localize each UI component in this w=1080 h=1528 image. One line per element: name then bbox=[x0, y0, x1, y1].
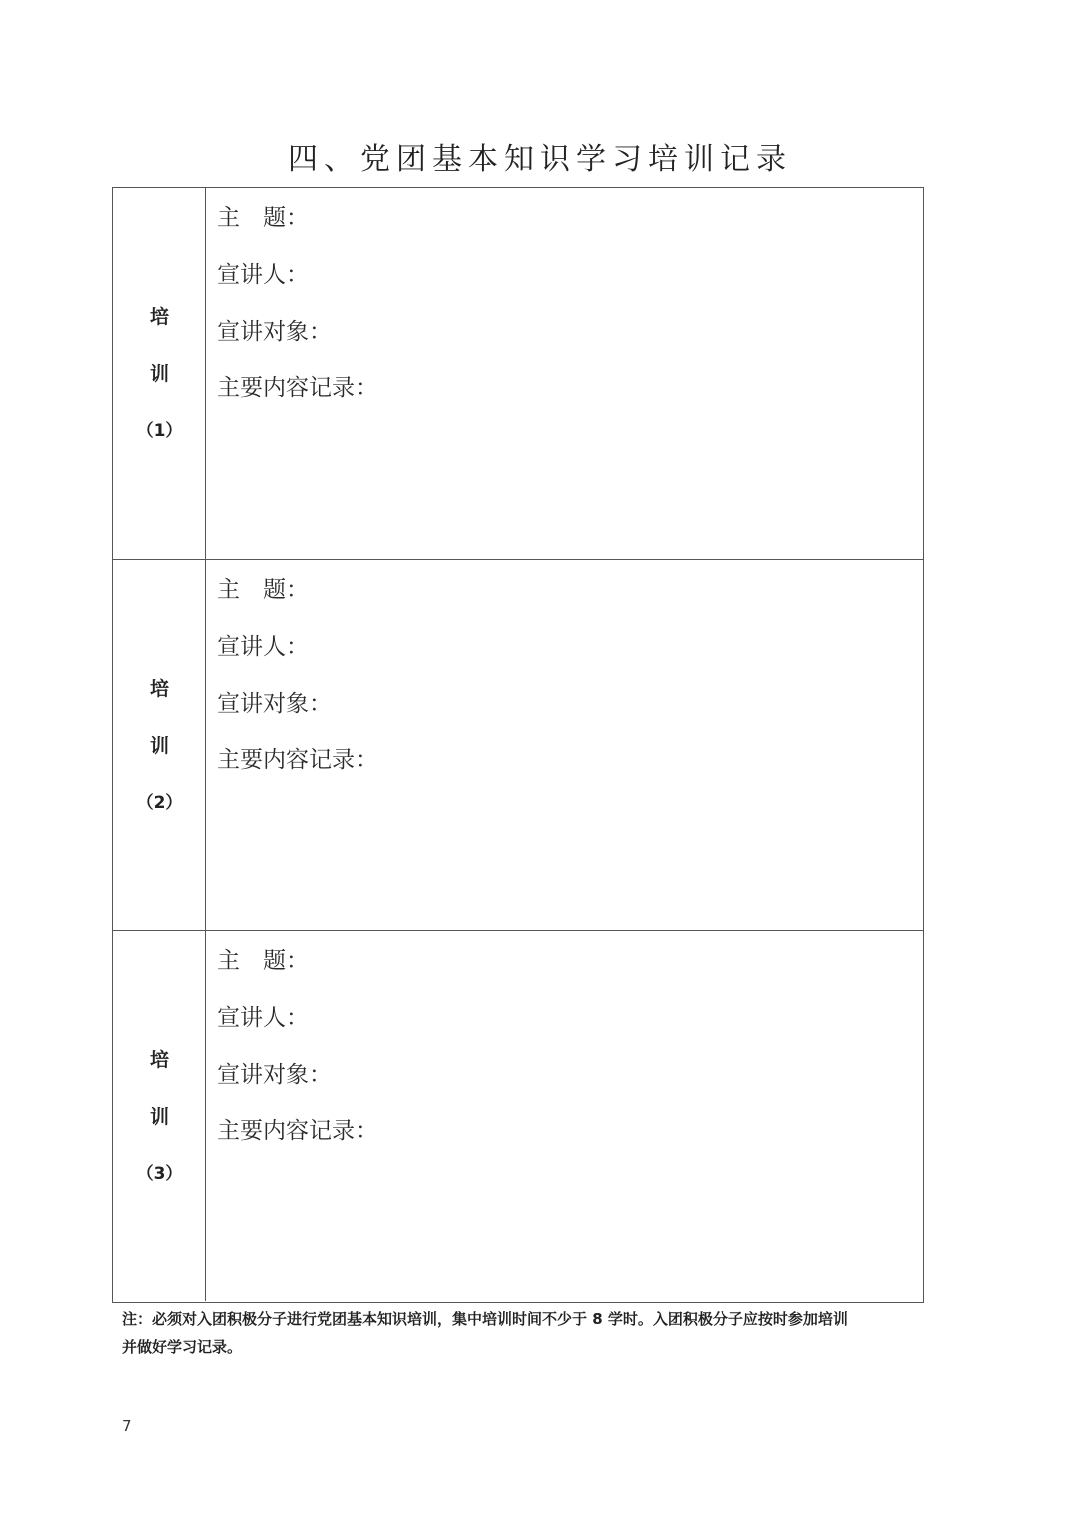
content-record-field-label: 主要内容记录： bbox=[217, 375, 378, 401]
audience-field-label: 宣讲对象： bbox=[217, 319, 332, 345]
footnote-line: 并做好学习记录。 bbox=[122, 1338, 243, 1356]
training-label-char: 训 bbox=[149, 363, 169, 385]
training-content-cell[interactable] bbox=[206, 560, 923, 930]
training-label-cell bbox=[113, 188, 206, 559]
topic-field-label: 主 题： bbox=[217, 205, 309, 231]
training-row-2 bbox=[113, 559, 923, 930]
topic-field-label: 主 题： bbox=[217, 948, 309, 974]
training-row-3 bbox=[113, 930, 923, 1301]
content-record-field-label: 主要内容记录： bbox=[217, 1118, 378, 1144]
speaker-field-label: 宣讲人： bbox=[217, 1005, 309, 1031]
training-label-char: 训 bbox=[149, 1106, 169, 1128]
training-label-number: （2） bbox=[136, 793, 183, 813]
training-label-number: （1） bbox=[136, 421, 183, 441]
audience-field-label: 宣讲对象： bbox=[217, 1062, 332, 1088]
training-label-char: 培 bbox=[149, 678, 169, 700]
training-label-cell bbox=[113, 931, 206, 1301]
speaker-field-label: 宣讲人： bbox=[217, 262, 309, 288]
training-label-number: （3） bbox=[136, 1164, 183, 1184]
training-label-char: 训 bbox=[149, 735, 169, 757]
page-number: 7 bbox=[122, 1417, 132, 1435]
training-record-table bbox=[112, 187, 924, 1303]
training-label-cell bbox=[113, 560, 206, 930]
training-label-char: 培 bbox=[149, 306, 169, 328]
page-title: 四、党团基本知识学习培训记录 bbox=[288, 142, 792, 177]
audience-field-label: 宣讲对象： bbox=[217, 691, 332, 717]
footnote bbox=[122, 1305, 922, 1361]
training-content-cell[interactable] bbox=[206, 188, 923, 559]
footnote-line: 注：必须对入团积极分子进行党团基本知识培训，集中培训时间不少于 8 学时。入团积极分子应按时参加培训 bbox=[122, 1310, 848, 1328]
content-record-field-label: 主要内容记录： bbox=[217, 747, 378, 773]
training-row-1 bbox=[113, 188, 923, 559]
speaker-field-label: 宣讲人： bbox=[217, 634, 309, 660]
training-label-char: 培 bbox=[149, 1049, 169, 1071]
topic-field-label: 主 题： bbox=[217, 577, 309, 603]
training-content-cell[interactable] bbox=[206, 931, 923, 1301]
